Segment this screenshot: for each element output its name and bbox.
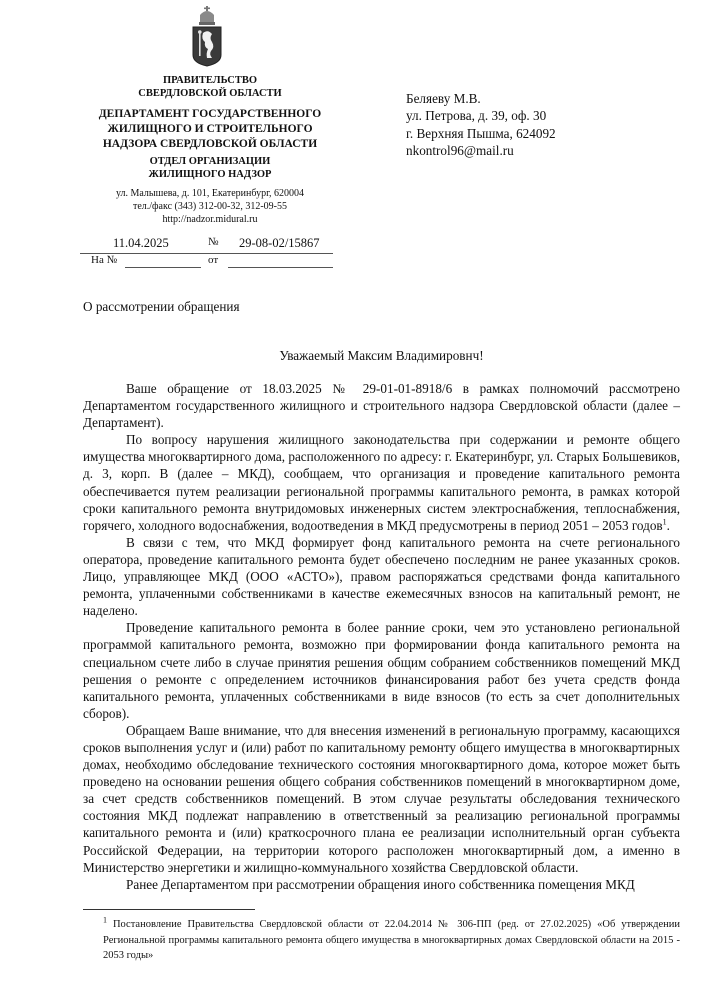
footnote-text: Постановление Правительства Свердловской области от 22.04.2014 № 306-ПП (ред. от 27.02.2025) «Об утверждении Региональной программы капитального ремонта общего имущества в многоквартирных домах Свердловской области на 2015 - 2053 годы» <box>103 919 680 961</box>
paragraph-text: По вопросу нарушения жилищного законодательства при содержании и ремонте общего имущества многоквартирного дома, расположенного по адресу: г. Екатеринбург, ул. Старых Большевиков, д. 3, корп. В (далее – МКД), сообщаем, что организация и проведение капитального ремонта обеспечивается путем реализации региональной программы капитального ремонта, в рамках которой сроки капитального ремонта внутридомовых инженерных систем электроснабжения, теплоснабжения, горячего, холодного водоснабжения, водоотведения в МКД предусмотрены в период 2051 – 2053 годов <box>83 432 680 533</box>
department-contacts <box>80 187 340 226</box>
footnote-separator <box>83 909 255 910</box>
letter-subject: О рассмотрении обращения <box>83 299 240 314</box>
recipient-name: Беляеву М.В. <box>406 91 481 106</box>
reply-reference-row <box>80 254 333 270</box>
paragraph-end: . <box>666 517 670 533</box>
government-line: СВЕРДЛОВСКОЙ ОБЛАСТИ <box>138 88 282 99</box>
division-title <box>80 155 340 181</box>
letter-greeting: Уважаемый Максим Владимировнч! <box>279 348 484 363</box>
body-paragraph <box>83 431 680 534</box>
body-paragraph: Проведение капитального ремонта в более ранние сроки, чем это установлено региональной программой капитального ремонта, возможно при формировании фонда капитального ремонта на специальном счете либо в случае принятия решения общим собранием собственников помещений МКД решения о ремонте с определением источников финансирования работ без учета средств фонда капитального ремонта, уплаченных собственниками в виде взносов (то есть за счет дополнительных сборов). <box>83 620 680 721</box>
department-address: ул. Малышева, д. 101, Екатеринбург, 620004 <box>115 188 305 199</box>
body-paragraph: Обращаем Ваше внимание, что для внесения изменений в региональную программу, касающихся сроков выполнения услуг и (или) работ по капитальному ремонту общего имущества в многоквартирных домах, необходимо обследование технического состояния многоквартирного дома, которое может быть проведено на основании решения общего собрания собственников помещений в многоквартирном доме, за счет средств собственников помещений. В этом случае результаты обследования технического состояния МКД подлежат направлению в ответственный за реализацию региональной программы капитального ремонта и (или) краткосрочного плана ее реализации исполнительный орган субъекта Российской Федерации, на территории которого расположен многоквартирный дом, а именно в Министерство энергетики и жилищно-коммунального хозяйства Свердловской области. <box>83 722 680 875</box>
recipient-email: nkontrol96@mail.ru <box>406 143 514 159</box>
letter-body <box>83 380 680 893</box>
reply-to-blank <box>125 267 201 268</box>
reply-from-label: от <box>208 254 219 266</box>
department-phone: тел./факс (343) 312-00-32, 312-09-55 <box>132 201 288 212</box>
department-line: ЖИЛИЩНОГО И СТРОИТЕЛЬНОГО <box>107 123 313 135</box>
document-number: 29-08-02/15867 <box>239 236 320 250</box>
government-line: ПРАВИТЕЛЬСТВО <box>162 75 258 86</box>
footnote <box>103 917 680 964</box>
division-line: ЖИЛИЩНОГО НАДЗОР <box>148 169 272 180</box>
document-date: 11.04.2025 <box>113 236 169 250</box>
footnote-marker: 1 <box>103 915 107 925</box>
recipient-street: ул. Петрова, д. 39, оф. 30 <box>406 108 547 124</box>
footnote-reference[interactable]: 1 <box>662 517 667 527</box>
number-sign: № <box>208 236 219 248</box>
government-title <box>80 74 340 100</box>
department-website: http://nadzor.midural.ru <box>162 214 258 225</box>
reply-from-blank <box>228 267 333 268</box>
registration-row <box>80 236 333 252</box>
department-line: ДЕПАРТАМЕНТ ГОСУДАРСТВЕННОГО <box>98 108 322 120</box>
body-paragraph: Ваше обращение от 18.03.2025 № 29-01-01-8918/6 в рамках полномочий рассмотрено Департаментом государственного жилищного и строительного надзора Свердловской области (далее – Департамент). <box>83 381 680 431</box>
recipient-block <box>406 90 556 160</box>
department-title <box>80 107 340 152</box>
recipient-city: г. Верхняя Пышма, 624092 <box>406 125 556 141</box>
body-paragraph: Ранее Департаментом при рассмотрении обращения иного собственника помещения МКД <box>126 876 635 892</box>
division-line: ОТДЕЛ ОРГАНИЗАЦИИ <box>149 156 271 167</box>
reply-to-label: На № <box>91 254 118 266</box>
department-line: НАДЗОРА СВЕРДЛОВСКОЙ ОБЛАСТИ <box>102 138 318 150</box>
coat-of-arms-icon <box>190 5 224 69</box>
body-paragraph: В связи с тем, что МКД формирует фонд капитального ремонта на счете регионального оператора, проведение капитального ремонта будет обеспечено последним не ранее указанных сроков. Лицо, управляющее МКД (ООО «АСТО»), правом распоряжаться средствами фонда капитального ремонта, уплаченными собственниками в качестве ежемесячных взносов на капитальный ремонт, не наделено. <box>83 534 680 619</box>
